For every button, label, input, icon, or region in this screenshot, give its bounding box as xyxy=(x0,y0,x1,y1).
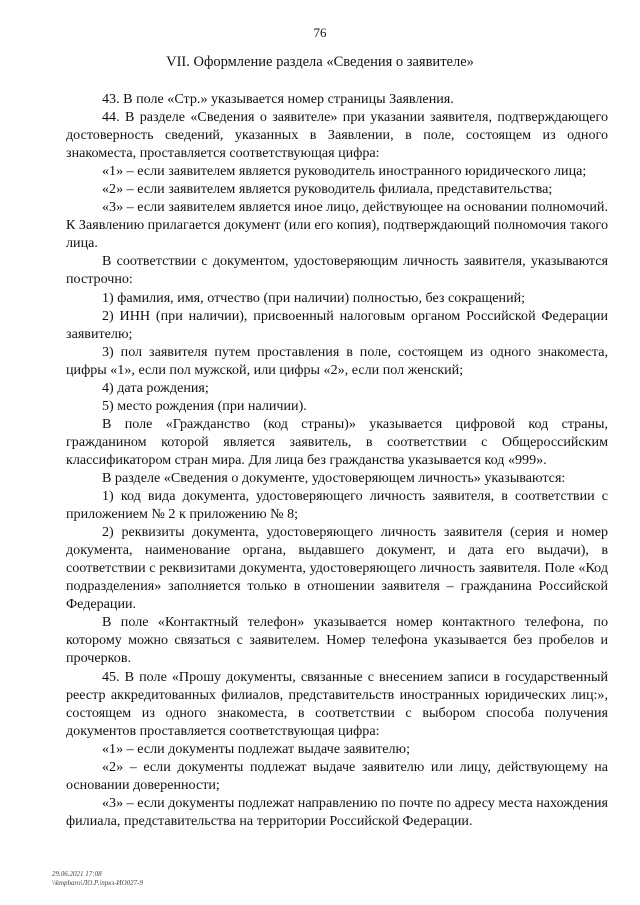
list-item-birth-place: 5) место рождения (при наличии). xyxy=(102,397,307,414)
paragraph-option-3-other: «3» – если заявителем является иное лицо, действующее на основании полномочий. К Заявлению прилагается документ (или его копия), подтверждающий полномочия такого лица. xyxy=(66,199,608,252)
footer-timestamp: 29.06.2021 17:08 xyxy=(52,870,102,878)
paragraph-identity-intro: В соответствии с документом, удостоверяющим личность заявителя, указываются построчно: xyxy=(66,253,608,288)
paragraph-id-document-intro: В разделе «Сведения о документе, удостоверяющем личность» указываются: xyxy=(102,469,566,486)
paragraph-45: 45. В поле «Прошу документы, связанные с внесением записи в государственный реестр аккредитованных филиалов, представительств иностранных юридических лиц:», состоящем из одного знакоместа, в соответствии с выбором способа получения документов проставляется соответствующая цифра: xyxy=(66,668,608,739)
paragraph-option-1-head: «1» – если заявителем является руководитель иностранного юридического лица; xyxy=(102,163,587,180)
footer-file-path: \\kmpbaro\ЛО.Р.\пркз-ИО027-9 xyxy=(52,879,143,887)
paragraph-43: 43. В поле «Стр.» указывается номер страницы Заявления. xyxy=(102,91,454,107)
delivery-option-1: «1» – если документы подлежат выдаче заявителю; xyxy=(102,740,410,757)
paragraph-contact-phone: В поле «Контактный телефон» указывается номер контактного телефона, по которому можно связаться с заявителем. Номер телефона указывается без пробелов и прочерков. xyxy=(66,614,608,667)
page-number: 76 xyxy=(313,25,327,40)
list-item-doc-details: 2) реквизиты документа, удостоверяющего личность заявителя (серия и номер документа, наименование органа, выдавшего документ, и дата его выдачи), в соответствии с реквизитами документа, удостоверяющего личность заявителя. Поле «Код подразделения» заполняется только в отношении заявителя – гражданина Российской Федерации. xyxy=(66,524,608,613)
paragraph-option-2-branch-head: «2» – если заявителем является руководитель филиала, представительства; xyxy=(102,181,553,198)
section-title: VII. Оформление раздела «Сведения о заявителе» xyxy=(166,54,474,70)
list-item-gender: 3) пол заявителя путем проставления в поле, состоящем из одного знакоместа, цифры «1», если пол мужской, или цифры «2», если пол женский; xyxy=(66,343,608,378)
document-body xyxy=(66,90,608,830)
list-item-inn: 2) ИНН (при наличии), присвоенный налоговым органом Российской Федерации заявителю; xyxy=(66,307,608,342)
footer-stamp xyxy=(52,870,143,888)
delivery-option-3: «3» – если документы подлежат направлению по почте по адресу места нахождения филиала, представительства на территории Российской Федерации. xyxy=(66,794,608,829)
list-item-doc-code: 1) код вида документа, удостоверяющего личность заявителя, в соответствии с приложением № 2 к приложению № 8; xyxy=(66,488,608,523)
list-item-full-name: 1) фамилия, имя, отчество (при наличии) полностью, без сокращений; xyxy=(102,289,526,306)
paragraph-44: 44. В разделе «Сведения о заявителе» при указании заявителя, подтверждающего достоверность сведений, указанных в Заявлении, в поле, состоящем из одного знакоместа, проставляется соответствующая цифра: xyxy=(66,109,608,162)
delivery-option-2: «2» – если документы подлежат выдаче заявителю или лицу, действующему на основании доверенности; xyxy=(66,758,608,793)
paragraph-citizenship: В поле «Гражданство (код страны)» указывается цифровой код страны, гражданином которой является заявитель, в соответствии с Общероссийским классификатором стран мира. Для лица без гражданства указывается код «999». xyxy=(66,415,608,468)
list-item-birth-date: 4) дата рождения; xyxy=(102,379,209,396)
